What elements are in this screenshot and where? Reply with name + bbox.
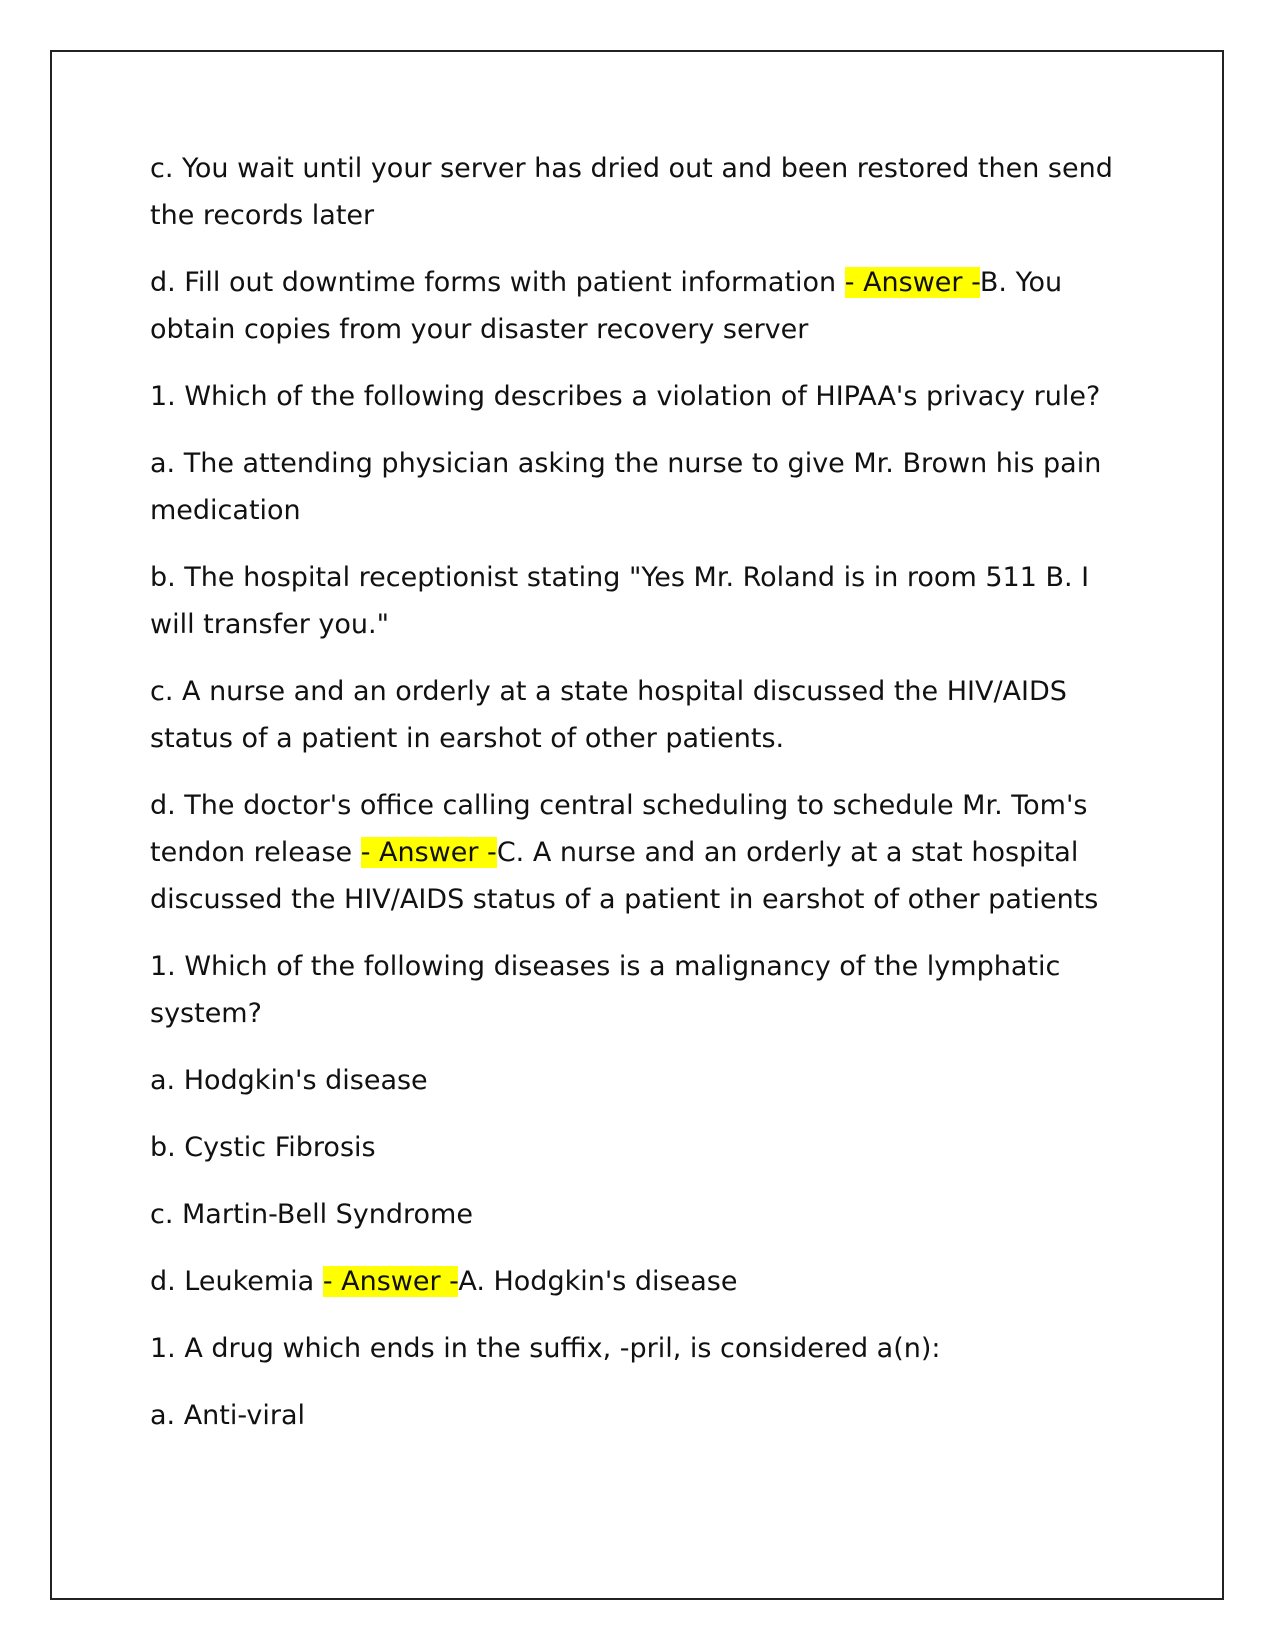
answer-highlight: - Answer - <box>844 267 980 298</box>
answer-option-c <box>150 145 1130 239</box>
paragraph-text: d. The doctor's office calling central scheduling to schedule Mr. Tom's tendon release <box>150 790 1088 868</box>
answer-highlight: - Answer - <box>360 837 497 868</box>
answer-text: C. A nurse and an orderly at a stat hospital discussed the HIV/AIDS status of a patient in earshot of other patients <box>150 837 1099 915</box>
answer-option-c <box>150 668 1130 762</box>
answer-option-c <box>150 1191 1130 1238</box>
question <box>150 373 1130 420</box>
paragraph-text: d. Fill out downtime forms with patient information <box>150 267 845 298</box>
question <box>150 1325 1130 1372</box>
paragraph-text: c. You wait until your server has dried out and been restored then send the records later <box>150 153 1113 231</box>
paragraph-text: a. The attending physician asking the nurse to give Mr. Brown his pain medication <box>150 448 1102 526</box>
question <box>150 943 1130 1037</box>
answer-option-b <box>150 1124 1130 1171</box>
paragraph-text: b. The hospital receptionist stating "Yes Mr. Roland is in room 511 B. I will transfer you." <box>150 562 1090 640</box>
paragraph-text: 1. Which of the following describes a violation of HIPAA's privacy rule? <box>150 381 1101 412</box>
paragraph-text: 1. Which of the following diseases is a malignancy of the lymphatic system? <box>150 951 1061 1029</box>
answer-highlight: - Answer - <box>322 1266 459 1297</box>
answer-option-a <box>150 1392 1130 1439</box>
answer-option-a <box>150 1057 1130 1104</box>
paragraph-text: a. Anti-viral <box>150 1400 306 1431</box>
document-body <box>150 145 1130 1459</box>
paragraph-text: d. Leukemia <box>150 1266 323 1297</box>
answer-text: A. Hodgkin's disease <box>458 1266 738 1297</box>
paragraph-text: a. Hodgkin's disease <box>150 1065 428 1096</box>
answer-text: B. You obtain copies from your disaster recovery server <box>150 267 1063 345</box>
answer-option-d-with-answer <box>150 259 1130 353</box>
answer-option-a <box>150 440 1130 534</box>
paragraph-text: c. A nurse and an orderly at a state hospital discussed the HIV/AIDS status of a patient in earshot of other patients. <box>150 676 1067 754</box>
answer-option-d-with-answer <box>150 1258 1130 1305</box>
paragraph-text: 1. A drug which ends in the suffix, -pril, is considered a(n): <box>150 1333 941 1364</box>
answer-option-b <box>150 554 1130 648</box>
paragraph-text: c. Martin-Bell Syndrome <box>150 1199 473 1230</box>
answer-option-d-with-answer <box>150 782 1130 923</box>
paragraph-text: b. Cystic Fibrosis <box>150 1132 376 1163</box>
